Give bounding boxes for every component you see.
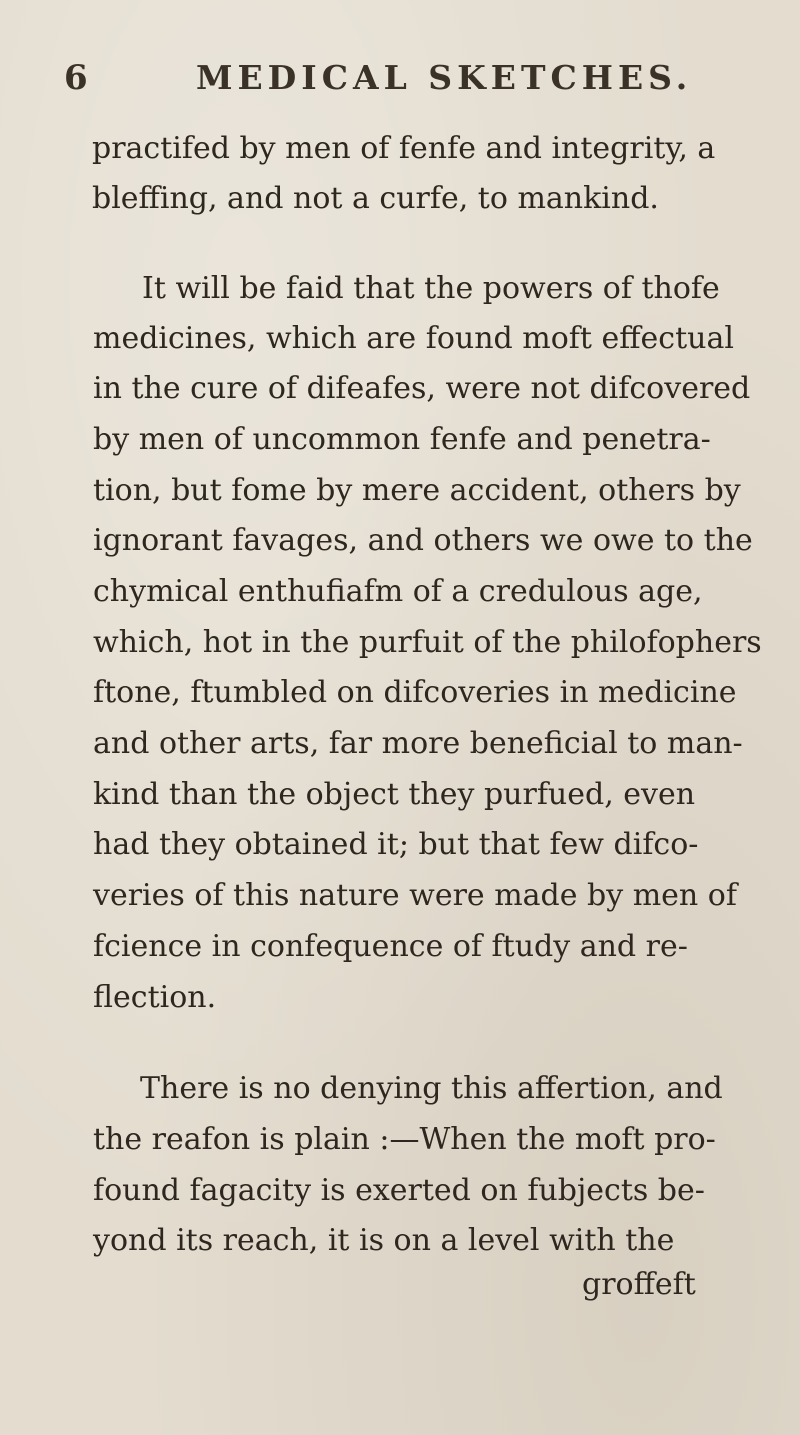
text-line: fcience in confequence of ftudy and re- bbox=[93, 929, 688, 964]
text-line: tion, but fome by mere accident, others by bbox=[93, 473, 741, 508]
text-line: veries of this nature were made by men of bbox=[93, 878, 737, 913]
page-header bbox=[40, 58, 760, 98]
catchword: groffeft bbox=[582, 1267, 696, 1302]
text-line: ftone, ftumbled on difcoveries in medicine bbox=[93, 675, 737, 710]
text-line: chymical enthufiafm of a credulous age, bbox=[93, 574, 703, 609]
text-line: the reafon is plain :—When the moft pro- bbox=[93, 1122, 716, 1157]
text-line: by men of uncommon fenfe and penetra- bbox=[93, 422, 711, 457]
text-line: and other arts, far more beneficial to man- bbox=[93, 726, 743, 761]
text-line: had they obtained it; but that few difco- bbox=[93, 827, 699, 862]
page-number: 6 bbox=[64, 58, 88, 98]
text-line: There is no denying this affertion, and bbox=[140, 1071, 723, 1106]
text-line: which, hot in the purfuit of the philofophers bbox=[93, 625, 762, 660]
text-line: medicines, which are found moft effectual bbox=[93, 321, 734, 356]
text-line: found fagacity is exerted on fubjects be- bbox=[93, 1173, 705, 1208]
running-head: MEDICAL SKETCHES. bbox=[196, 58, 693, 97]
text-line: yond its reach, it is on a level with the bbox=[93, 1223, 675, 1258]
text-line: ignorant favages, and others we owe to the bbox=[93, 523, 753, 558]
text-line: in the cure of difeafes, were not difcovered bbox=[93, 371, 751, 406]
text-line: kind than the object they purfued, even bbox=[93, 777, 696, 812]
text-line: bleffing, and not a curfe, to mankind. bbox=[92, 181, 659, 216]
text-line: flection. bbox=[93, 980, 217, 1015]
text-line: practifed by men of fenfe and integrity, a bbox=[92, 131, 716, 166]
text-line: It will be faid that the powers of thofe bbox=[142, 271, 720, 306]
